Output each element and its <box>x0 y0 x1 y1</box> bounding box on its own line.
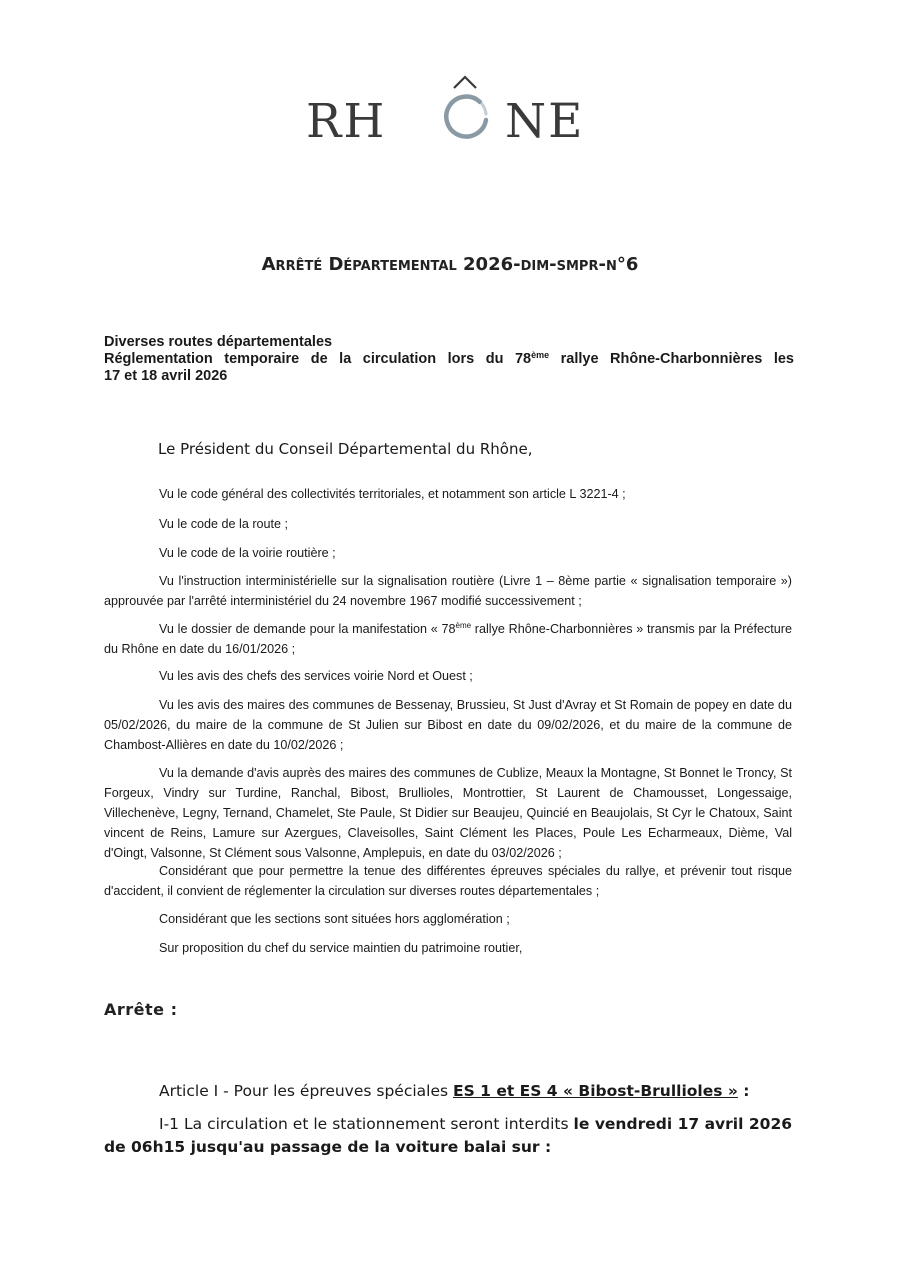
visa-7: Vu les avis des maires des communes de Bessenay, Brussieu, St Just d'Avray et St Romain de popey en date du 05/02/2026, du maire de la commune de St Julien sur Bibost en date du 09/02/2026, et du maire de la commune de Chambost-Allières en date du 10/02/2026 ; <box>104 698 792 752</box>
decree-subject <box>104 334 794 385</box>
circumflex-icon <box>450 72 480 92</box>
visa-1: Vu le code général des collectivités territoriales, et notamment son article L 3221-4 ; <box>159 487 626 501</box>
visa-5: Vu le dossier de demande pour la manifestation « 78ème rallye Rhône-Charbonnières » transmis par la Préfecture du Rhône en date du 16/01/2026 ; <box>104 621 792 656</box>
visa-8: Vu la demande d'avis auprès des maires des communes de Cublize, Meaux la Montagne, St Bonnet le Troncy, St Forgeux, Vindry sur Turdine, Ranchal, Bibost, Brullioles, Montrottier, St Laurent de Chamousset, Longessaige, Villechenève, Legny, Ternand, Chamelet, Ste Paule, St Didier sur Beaujeu, Quincié en Beaujolais, St Cyr le Chatoux, Saint vincent de Reins, Lamure sur Azergues, Claveisolles, Saint Clément les Places, Poule Les Echarmeaux, Dième, Val d'Oingt, Valsonne, St Clément sous Valsonne, Amplepuis, en date du 03/02/2026 ; <box>104 766 792 860</box>
subject-line-3: 17 et 18 avril 2026 <box>104 368 228 384</box>
visa-3: Vu le code de la voirie routière ; <box>159 546 336 560</box>
logo-ring-icon <box>442 94 490 142</box>
logo-left-letters: RH <box>306 94 387 149</box>
article-1-paragraph-1: I-1 La circulation et le stationnement seront interdits le vendredi 17 avril 2026 de 06h15 jusqu'au passage de la voiture balai sur : <box>104 1115 793 1156</box>
visa-10: Considérant que les sections sont situées hors agglomération ; <box>159 912 510 926</box>
visa-2: Vu le code de la route ; <box>159 517 289 531</box>
visa-11: Sur proposition du chef du service maintien du patrimoine routier, <box>159 941 523 955</box>
visa-9: Considérant que pour permettre la tenue des différentes épreuves spéciales du rallye, et prévenir tout risque d'accident, il convient de réglementer la circulation sur diverses routes départementales ; <box>104 864 792 898</box>
president-heading: Le Président du Conseil Départemental du Rhône, <box>158 440 533 458</box>
article-1-heading: Article I - Pour les épreuves spéciales ES 1 et ES 4 « Bibost-Brullioles » : <box>159 1082 750 1100</box>
subject-line-1: Diverses routes départementales <box>104 334 333 350</box>
visa-6: Vu les avis des chefs des services voirie Nord et Ouest ; <box>159 669 473 683</box>
subject-line-2: Réglementation temporaire de la circulation lors du 78ème rallye Rhône-Charbonnières les <box>104 350 794 367</box>
visa-4: Vu l'instruction interministérielle sur la signalisation routière (Livre 1 – 8ème partie « signalisation temporaire ») approuvée par l'arrêté interministériel du 24 novembre 1967 modifié successivement ; <box>104 574 792 608</box>
decree-title: Arrêté Départemental 2026-dim-smpr-n°6 <box>261 254 639 275</box>
rhone-logo <box>300 68 600 158</box>
arrete-heading: Arrête : <box>104 1000 178 1019</box>
logo-right-letters: NE <box>505 94 585 149</box>
